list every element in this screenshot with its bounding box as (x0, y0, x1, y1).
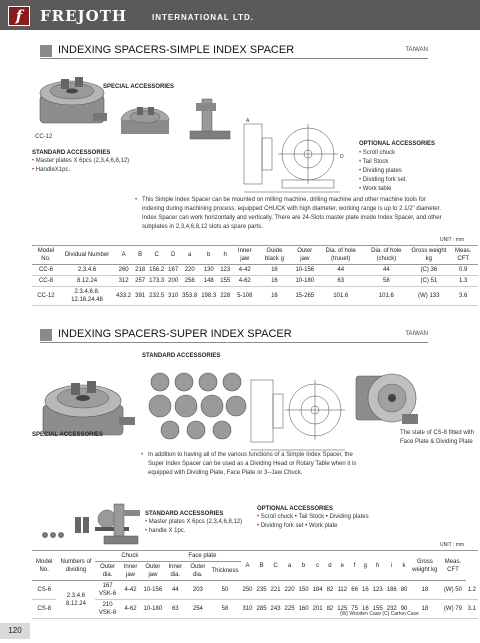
spec-table-simple (32, 245, 478, 306)
table-cell: 8.12.24 (60, 276, 114, 287)
table-cell: 160 (297, 600, 311, 619)
table-cell: (W) 79 (440, 600, 465, 619)
simple-index-spacer-photo (35, 65, 110, 130)
unit-label: UNIT : mm (440, 542, 465, 548)
table-cell: (C) 36 (409, 265, 448, 276)
col-header: Numbers of dividing (56, 551, 95, 581)
table-cell: (C) 51 (409, 276, 448, 287)
section-title: INDEXING SPACERS-SIMPLE INDEX SPACER (58, 44, 295, 56)
optional-item: • Dividing plates (359, 168, 402, 174)
table-row (32, 287, 478, 306)
table-cell: 58 (209, 600, 240, 619)
optional-item: • Scroll chuck • Tail Stock • Dividing plates (257, 514, 369, 520)
col-header: B (255, 551, 269, 581)
table-cell: 4-62 (120, 600, 142, 619)
table-cell: 258 (180, 276, 199, 287)
table-cell: 63 (164, 600, 186, 619)
section-super-index-spacer (40, 328, 428, 343)
table-cell: 228 (218, 287, 232, 306)
table-cell: 186 (385, 581, 399, 600)
col-header: b (199, 246, 218, 265)
section-marker-icon (40, 45, 52, 57)
table-cell: CC-6 (32, 265, 60, 276)
table-cell: 210 VSK-8 (95, 600, 119, 619)
table-cell: 391 (133, 287, 147, 306)
col-header: C (147, 246, 166, 265)
table-cell: 155 (218, 276, 232, 287)
table-cell: 220 (283, 581, 297, 600)
table-cell: 260 (114, 265, 133, 276)
brand-name: FREJOTH (40, 7, 128, 25)
table-cell: 221 (269, 581, 283, 600)
col-header: g (360, 551, 371, 581)
col-header: A (241, 551, 255, 581)
table-cell: 10-156 (292, 265, 318, 276)
origin-label: TAIWAN (405, 47, 428, 53)
optional-accessories-list (359, 149, 407, 194)
col-header: C (269, 551, 283, 581)
table-cell: 218 (133, 265, 147, 276)
col-header: Gross weight kg (409, 246, 448, 265)
optional-accessories-label: OPTIONAL ACCESSORIES (257, 506, 334, 512)
table-cell: CS-6 (32, 581, 56, 600)
table-cell: 167 (166, 265, 180, 276)
table-cell: 220 (180, 265, 199, 276)
col-header: Model No. (32, 551, 56, 581)
unit-label: UNIT : mm (440, 237, 465, 243)
optional-accessories-label: OPTIONAL ACCESSORIES (359, 141, 436, 147)
table-cell: 250 (241, 581, 255, 600)
table-cell: 353.8 (180, 287, 199, 306)
standard-item: • HandleX1pc. (32, 167, 71, 173)
section-simple-index-spacer (40, 44, 428, 59)
table-cell: 16 (257, 276, 291, 287)
optional-item: • Work table (359, 186, 392, 192)
col-header: Guide black g (257, 246, 291, 265)
col-header: h (218, 246, 232, 265)
table-cell: 10-180 (292, 276, 318, 287)
table-cell: 310 (166, 287, 180, 306)
table-footnote: (W) Wooden Case (C) Carton Case (340, 611, 419, 617)
technical-drawing-simple (240, 118, 355, 198)
table-cell: 10-156 (141, 581, 164, 600)
table-row (32, 581, 478, 600)
brand-logo: f (8, 6, 30, 26)
table-cell: 150 (297, 581, 311, 600)
col-header: B (133, 246, 147, 265)
col-header: Thickness (209, 562, 240, 581)
table-row (32, 265, 478, 276)
col-header: Outer jaw (292, 246, 318, 265)
table-cell: 285 (255, 600, 269, 619)
table-cell: 4-42 (232, 265, 257, 276)
col-header: k (399, 551, 410, 581)
optional-item: • Dividing fork set. (359, 177, 408, 183)
col-group-face-plate: Face plate (164, 551, 240, 562)
table-cell: 16 (257, 265, 291, 276)
table-cell: 90 (399, 600, 410, 619)
table-cell: CC-8 (32, 276, 60, 287)
table-cell: 18 (409, 581, 440, 600)
table-cell: 2.3.4.6 8.12.24 (56, 581, 95, 619)
standard-item: • Master plates X 6pcs (2,3,4,6,8,12) (145, 519, 243, 525)
col-header: Inner jaw (120, 562, 142, 581)
table-cell: 101.6 (363, 287, 409, 306)
table-cell: CS-8 (32, 600, 56, 619)
table-cell: 200 (166, 276, 180, 287)
col-group-chuck: Chuck (95, 551, 164, 562)
table-cell: 123 (218, 265, 232, 276)
table-cell: 125 (335, 600, 349, 619)
table-cell: 243 (269, 600, 283, 619)
table-row (32, 276, 478, 287)
table-cell: 63 (318, 276, 363, 287)
col-header: Dividual Number (60, 246, 114, 265)
table-cell: 225 (283, 600, 297, 619)
table-cell: 167 VSK-6 (95, 581, 119, 600)
table-cell: 58 (363, 276, 409, 287)
table-cell: 203 (186, 581, 209, 600)
brand-subtitle: INTERNATIONAL LTD. (152, 13, 254, 22)
table-cell: 82 (325, 581, 336, 600)
table-cell: 44 (164, 581, 186, 600)
col-header: Outer jaw (141, 562, 164, 581)
table-cell: 80 (399, 581, 410, 600)
svg-text:D: D (340, 154, 344, 160)
table-cell: 1.2 (466, 581, 478, 600)
table-cell: (W) 50 (440, 581, 465, 600)
table-cell: 312 (114, 276, 133, 287)
col-header: b (297, 551, 311, 581)
col-header: Inner dia. (164, 562, 186, 581)
table-cell: 130 (199, 265, 218, 276)
table-cell: 232 (385, 600, 399, 619)
cs8-caption: The state of CS-8 fitted with Face Plate & Dividing Plate (400, 430, 475, 445)
table-cell: CC-12 (32, 287, 60, 306)
table-cell: 3.6 (448, 287, 478, 306)
model-label: CC-12 (35, 134, 53, 140)
table-cell: 184 (311, 581, 325, 600)
table-cell: 44 (318, 265, 363, 276)
table-cell: 10-180 (141, 600, 164, 619)
special-accessories-top-label: STANDARD ACCESSORIES (142, 353, 221, 359)
table-cell: 2.3.4.6.8. 12.16.24.48 (60, 287, 114, 306)
table-cell: 101.6 (318, 287, 363, 306)
col-header: f (349, 551, 360, 581)
table-cell: 257 (133, 276, 147, 287)
technical-drawing-super (245, 372, 350, 457)
col-header: A (114, 246, 133, 265)
col-header: c (311, 551, 325, 581)
table-cell: 3.1 (466, 600, 478, 619)
standard-item: • Master plates X 6pcs (2,3,4,6,8,12) (32, 158, 130, 164)
cs8-fitted-photo (352, 370, 422, 430)
col-header: a (180, 246, 199, 265)
standard-item: • handle X 1pc. (145, 528, 186, 534)
table-cell: 2.3.4.6 (60, 265, 114, 276)
table-cell: 18 (409, 600, 440, 619)
table-header-row (32, 246, 478, 265)
special-accessories-photo (110, 95, 245, 150)
col-header: i (385, 551, 399, 581)
table-cell: 156.2 (147, 265, 166, 276)
table-cell: 148 (199, 276, 218, 287)
standard-accessories-label: STANDARD ACCESSORIES (145, 511, 224, 517)
col-header: Model No. (32, 246, 60, 265)
section-marker-icon (40, 329, 52, 341)
table-header-group-row (32, 551, 478, 562)
table-cell: 44 (363, 265, 409, 276)
standard-accessories-list (145, 518, 242, 536)
table-cell: 4-42 (120, 581, 142, 600)
table-cell: 232.5 (147, 287, 166, 306)
table-cell: 201 (311, 600, 325, 619)
col-header: D (166, 246, 180, 265)
col-header: d (325, 551, 336, 581)
table-cell: (W) 133 (409, 287, 448, 306)
page-number: 120 (0, 623, 30, 639)
table-cell: 198.3 (199, 287, 218, 306)
section2-description: • In addition to having all of the various functions of a Simple Index Spacer, the Super Index Spacer can be used as a Dividing Head or Rotary Table when it is equipped with Dividing Plate, Face Plate or 3--Jaw Chuck. (141, 452, 357, 476)
table-cell: 5-108 (232, 287, 257, 306)
col-header: Dia. of hole (chuck) (363, 246, 409, 265)
tail-stock-photo (100, 500, 145, 550)
svg-text:A: A (246, 118, 250, 124)
standard-accessories-list (32, 157, 129, 175)
standard-accessories-label: STANDARD ACCESSORIES (32, 150, 111, 156)
origin-label: TAIWAN (405, 331, 428, 337)
table-cell: 235 (255, 581, 269, 600)
table-cell: 50 (209, 581, 240, 600)
table-cell: 82 (325, 600, 336, 619)
table-cell: 433.2 (114, 287, 133, 306)
optional-item: • Scroll chuck (359, 150, 396, 156)
table-cell: 4-62 (232, 276, 257, 287)
col-header: Meas. CFT (448, 246, 478, 265)
optional-item: • Dividing fork set • Work plate (257, 523, 338, 529)
col-header: Outer dia. (95, 562, 119, 581)
col-header: Outer dia. (186, 562, 209, 581)
table-cell: 155 (371, 600, 385, 619)
table-cell: 0.9 (448, 265, 478, 276)
gear-set-photo (140, 372, 250, 442)
table-cell: 66 (349, 581, 360, 600)
col-header: Dia. of hole (truuet) (318, 246, 363, 265)
optional-accessories-list (257, 513, 369, 531)
table-cell: 123 (371, 581, 385, 600)
table-cell: 16 (360, 600, 371, 619)
special-accessories-label: SPECIAL ACCESSORIES (103, 84, 175, 90)
section-title: INDEXING SPACERS-SUPER INDEX SPACER (58, 328, 292, 340)
table-cell: 75 (349, 600, 360, 619)
table-cell: 16 (257, 287, 291, 306)
optional-item: • Tail Stock (359, 159, 389, 165)
table-cell: 112 (335, 581, 349, 600)
table-cell: 173.3 (147, 276, 166, 287)
table-cell: 1.3 (448, 276, 478, 287)
col-header: a (283, 551, 297, 581)
table-cell: 254 (186, 600, 209, 619)
table-cell: 16 (360, 581, 371, 600)
section1-description: • This Simple Index Spacer can be mounted on milling machine, drilling machine and other machine tools for indexing during machining process. equipped CHUCK with high diameter, working range is up to 2 1/2" diameter. Index Spacer can work horizontally and vertically. There are 24-Slots master plate inside Index Spacer, and other subplates in 2,3,4,6,8,12 slots as spare parts. (135, 197, 442, 230)
col-header: e (335, 551, 349, 581)
col-header: Gross weight kg (409, 551, 440, 581)
table-cell: 15-265 (292, 287, 318, 306)
col-header: Inner jaw (232, 246, 257, 265)
col-header: h (371, 551, 385, 581)
col-header: Meas. CFT (440, 551, 465, 581)
special-accessories-label: SPECIAL ACCESSORIES (32, 432, 104, 438)
table-cell: 310 (241, 600, 255, 619)
spec-table-super (32, 550, 478, 619)
